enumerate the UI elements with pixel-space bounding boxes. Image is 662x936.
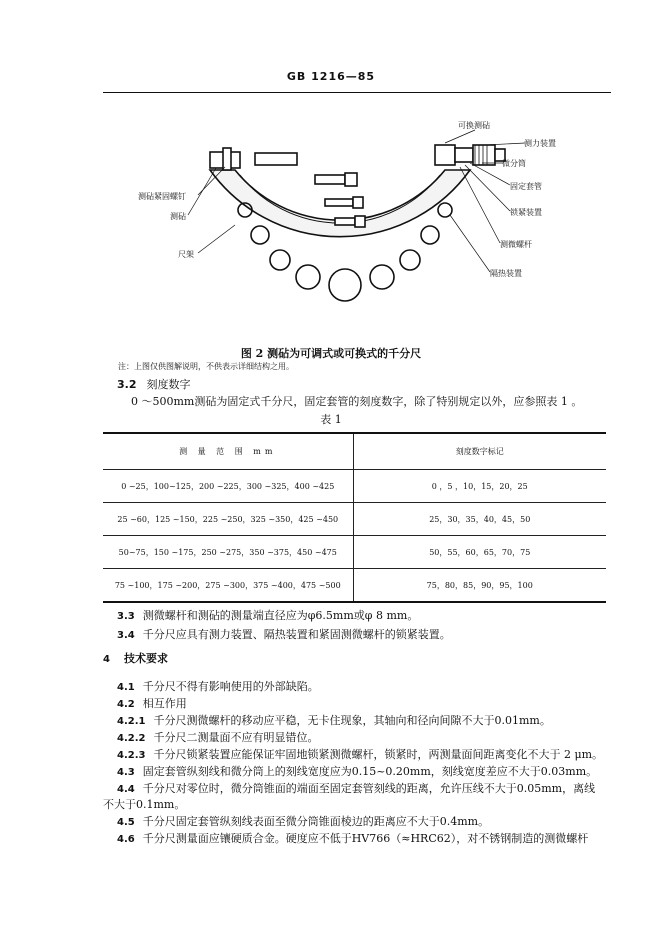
requirement-4-5 [117, 813, 489, 829]
requirement-text: 千分尺测微螺杆的移动应平稳，无卡住现象，其轴向和径向间隙不大于0.01mm。 [153, 714, 551, 727]
section-3-2-text: 0 ～500mm测砧为固定式千分尺，固定套管的刻度数字，除了特别规定以外，应参照表 1 。 [131, 395, 583, 408]
paragraph-number: 3.4 [117, 630, 135, 641]
label-replaceable-anvil: 可换测砧 [458, 121, 490, 130]
requirement-text: 千分尺二测量面不应有明显错位。 [153, 731, 319, 744]
requirement-number: 4.2.3 [117, 750, 146, 761]
table-row [103, 470, 606, 503]
requirement-number: 4.4 [117, 784, 135, 795]
figure-note: 注：上图仅供图解说明，不供表示详细结构之用。 [118, 362, 294, 371]
requirement-text: 相互作用 [142, 697, 187, 710]
table-title: 表 1 [320, 413, 342, 426]
paragraph-text: 千分尺应具有测力装置、隔热装置和紧固测微螺杆的锁紧装置。 [142, 628, 451, 641]
table-header-marks: 刻度数字标记 [353, 433, 606, 470]
table-cell-range: 25 ~60，125 ~150，225 ~250，325 ~350，425 ~450 [103, 503, 353, 536]
paragraph-number: 3.3 [117, 611, 135, 622]
label-anvil-screw: 测砧紧固螺钉 [138, 192, 186, 201]
table-cell-range: 75 ~100，175 ~200，275 ~300，375 ~400，475 ~500 [103, 569, 353, 603]
requirement-text: 千分尺固定套管纵刻线表面至微分筒锥面棱边的距离应不大于0.4mm。 [142, 815, 490, 828]
label-frame: 尺架 [178, 250, 194, 259]
requirement-number: 4.2.1 [117, 716, 146, 727]
requirement-text: 不大于0.1mm。 [103, 798, 186, 811]
requirement-text: 千分尺不得有影响使用的外部缺陷。 [142, 680, 319, 693]
table-cell-marks: 0 ，5 ，10，15，20，25 [353, 470, 606, 503]
label-fixed-sleeve: 固定套管 [510, 182, 542, 191]
requirement-4-4-continued [103, 796, 185, 812]
table-cell-range: 50~75，150 ~175，250 ~275，350 ~375，450 ~475 [103, 536, 353, 569]
header-rule [103, 92, 611, 93]
label-locking-device: 锁紧装置 [510, 208, 542, 217]
label-heat-insulation: 隔热装置 [490, 269, 522, 278]
table-header-row [103, 433, 606, 470]
requirement-4-2-2 [117, 729, 318, 745]
requirement-4-2-3 [117, 746, 603, 762]
label-thimble: 微分筒 [502, 159, 526, 168]
label-spindle: 测微螺杆 [500, 240, 532, 249]
requirement-4-6 [117, 830, 588, 846]
table-cell-marks: 50，55，60，65，70，75 [353, 536, 606, 569]
requirement-text: 固定套管纵刻线和微分筒上的刻线宽度应为0.15~0.20mm，刻线宽度差应不大于0.03mm。 [142, 765, 598, 778]
micrometer-figure [110, 115, 570, 340]
graduation-table [103, 432, 606, 603]
figure-caption: 图 2 测砧为可调式或可换式的千分尺 [240, 347, 422, 360]
label-anvil: 测砧 [170, 212, 186, 221]
table-cell-range: 0 ~25，100~125，200 ~225，300 ~325，400 ~425 [103, 470, 353, 503]
requirement-number: 4.2.2 [117, 733, 146, 744]
requirement-4-2 [117, 695, 187, 711]
paragraph-3-4 [117, 626, 451, 642]
requirement-4-3 [117, 763, 597, 779]
section-3-2-heading [117, 376, 191, 392]
paragraph-text: 测微螺杆和测砧的测量端直径应为φ6.5mm或φ 8 mm。 [142, 609, 419, 622]
section-4-heading [103, 650, 168, 666]
requirement-4-1 [117, 678, 319, 694]
table-row [103, 536, 606, 569]
requirement-number: 4.2 [117, 699, 135, 710]
requirement-text: 千分尺测量面应镶硬质合金。硬度应不低于HV766（≈HRC62），对不锈钢制造的测微螺杆 [142, 832, 589, 845]
section-title: 技术要求 [123, 652, 168, 665]
requirement-number: 4.6 [117, 834, 135, 845]
table-row [103, 503, 606, 536]
requirement-4-2-1 [117, 712, 551, 728]
requirement-number: 4.3 [117, 767, 135, 778]
table-cell-marks: 25，30，35，40，45，50 [353, 503, 606, 536]
table-row [103, 569, 606, 603]
label-force-device: 测力装置 [524, 139, 556, 148]
section-number: 4 [103, 654, 110, 665]
requirement-text: 千分尺对零位时，微分筒锥面的端面至固定套管刻线的距离，允许压线不大于0.05mm，离线 [142, 782, 596, 795]
standard-header: GB 1216—85 [286, 70, 376, 83]
table-header-range: 测 量 范 围 mm [103, 433, 353, 470]
requirement-4-4 [117, 780, 595, 796]
section-number: 3.2 [117, 378, 137, 391]
section-title: 刻度数字 [146, 378, 191, 391]
paragraph-3-3 [117, 607, 418, 623]
requirement-number: 4.5 [117, 817, 135, 828]
requirement-number: 4.1 [117, 682, 135, 693]
table-cell-marks: 75，80，85，90，95，100 [353, 569, 606, 603]
requirement-text: 千分尺锁紧装置应能保证牢固地锁紧测微螺杆，锁紧时，两测量面间距离变化不大于 2 μm。 [153, 748, 604, 761]
